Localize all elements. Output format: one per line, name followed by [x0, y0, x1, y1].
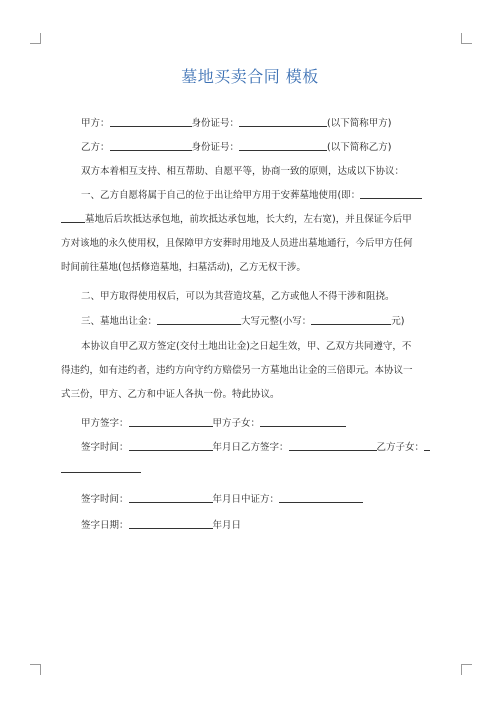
- party-a-line: [61, 116, 441, 131]
- sign-time1-mid: 年月日乙方签字：: [212, 442, 289, 453]
- party-b-id-blank: [239, 140, 327, 151]
- sign-time1-blank: [129, 440, 213, 451]
- sign-b-child-continuation: [61, 462, 441, 477]
- clause1-text-4: 时间前往墓地(包括修造墓地，扫墓活动)，乙方无权干涉。: [61, 262, 306, 273]
- effect-line1: [61, 339, 441, 354]
- clause1-text-1: 一、乙方自愿将属于自己的位于出让给甲方用于安葬墓地使用(即：: [81, 190, 361, 201]
- party-b-label: 乙方：: [81, 142, 110, 153]
- clause1-line4: [61, 260, 441, 275]
- sign-a-blank: [129, 416, 213, 427]
- effect-text-3: 式三份，甲方、乙方和中证人各执一份。特此协议。: [61, 389, 280, 400]
- sign-b-child-blank-start: [424, 440, 430, 451]
- intro-text: 双方本着相互支持、相互帮助、自愿平等，协商一致的原则，达成以下协议：: [81, 166, 405, 177]
- sign-time2-blank: [129, 492, 213, 503]
- sign-a-child-blank: [260, 416, 346, 427]
- clause1-line2: [61, 212, 441, 227]
- sign-a-child-label: 甲方子女：: [212, 418, 261, 429]
- clause2-text: 二、甲方取得使用权后，可以为其营造坟墓，乙方或他人不得干涉和阻挠。: [81, 291, 395, 302]
- sign-b-child-blank-end: [61, 462, 141, 473]
- sign-time2-mid: 年月日中证方：: [212, 494, 280, 505]
- clause1-line1: [61, 188, 441, 203]
- clause1-text-3: 方对该地的永久使用权，且保障甲方安葬时用地及人员进出墓地通行，今后甲方任何: [61, 238, 413, 249]
- party-b-name-blank: [110, 140, 192, 151]
- effect-text-2: 得违约，如有违约者，违约方向守约方赔偿另一方墓地出让金的三倍即元。本协议一: [61, 365, 413, 376]
- document-title: 墓地买卖合同 模板: [181, 67, 319, 86]
- sign-date-suffix: 年月日: [212, 520, 242, 531]
- sign-b-child-label: 乙方子女：: [376, 442, 425, 453]
- clause2-line: [61, 289, 441, 304]
- sign-a-line: [61, 416, 441, 431]
- party-b-id-label: 身份证号：: [191, 142, 240, 153]
- party-a-label: 甲方：: [81, 118, 110, 129]
- sign-time2-label: 签字时间：: [81, 494, 129, 505]
- corner-mark-bottom-right: [461, 664, 472, 675]
- party-a-name-blank: [110, 116, 192, 127]
- corner-mark-bottom-left: [30, 664, 41, 675]
- party-a-id-label: 身份证号：: [191, 118, 240, 129]
- clause3-middle: 大写元整(小写：: [241, 316, 312, 327]
- party-a-id-blank: [239, 116, 327, 127]
- corner-mark-top-right: [461, 33, 472, 44]
- clause3-amount-blank: [157, 314, 241, 325]
- corner-mark-top-left: [30, 33, 41, 44]
- intro-line: [61, 164, 441, 179]
- party-b-suffix: (以下简称乙方): [327, 142, 392, 153]
- clause3-line: [61, 314, 441, 329]
- clause3-prefix: 三、墓地出让金：: [81, 316, 158, 327]
- clause1-line3: [61, 236, 441, 251]
- clause1-text-2: 墓地后后坎抵达承包地，前坎抵达承包地，长大约，左右宽)，并且保证今后甲: [85, 214, 412, 225]
- party-a-suffix: (以下简称甲方): [327, 118, 392, 129]
- sign-time1-line: [61, 440, 441, 455]
- sign-b-blank: [289, 440, 377, 451]
- clause3-suffix: 元): [391, 316, 405, 327]
- clause1-location-blank: [360, 188, 422, 199]
- sign-date-line: [61, 518, 441, 533]
- sign-date-label: 签字日期：: [81, 520, 129, 531]
- effect-text-1: 本协议自甲乙双方签定(交付土地出让金)之日起生效，甲、乙双方共同遵守，不: [81, 341, 412, 352]
- party-b-line: [61, 140, 441, 155]
- clause1-lead-blank: [61, 212, 85, 223]
- effect-line2: [61, 363, 441, 378]
- sign-a-label: 甲方签字：: [81, 418, 129, 429]
- sign-date-blank: [129, 518, 213, 529]
- clause3-lowercase-blank: [311, 314, 391, 325]
- sign-time1-label: 签字时间：: [81, 442, 129, 453]
- sign-time2-line: [61, 492, 441, 507]
- witness-blank: [279, 492, 363, 503]
- effect-line3: [61, 387, 441, 402]
